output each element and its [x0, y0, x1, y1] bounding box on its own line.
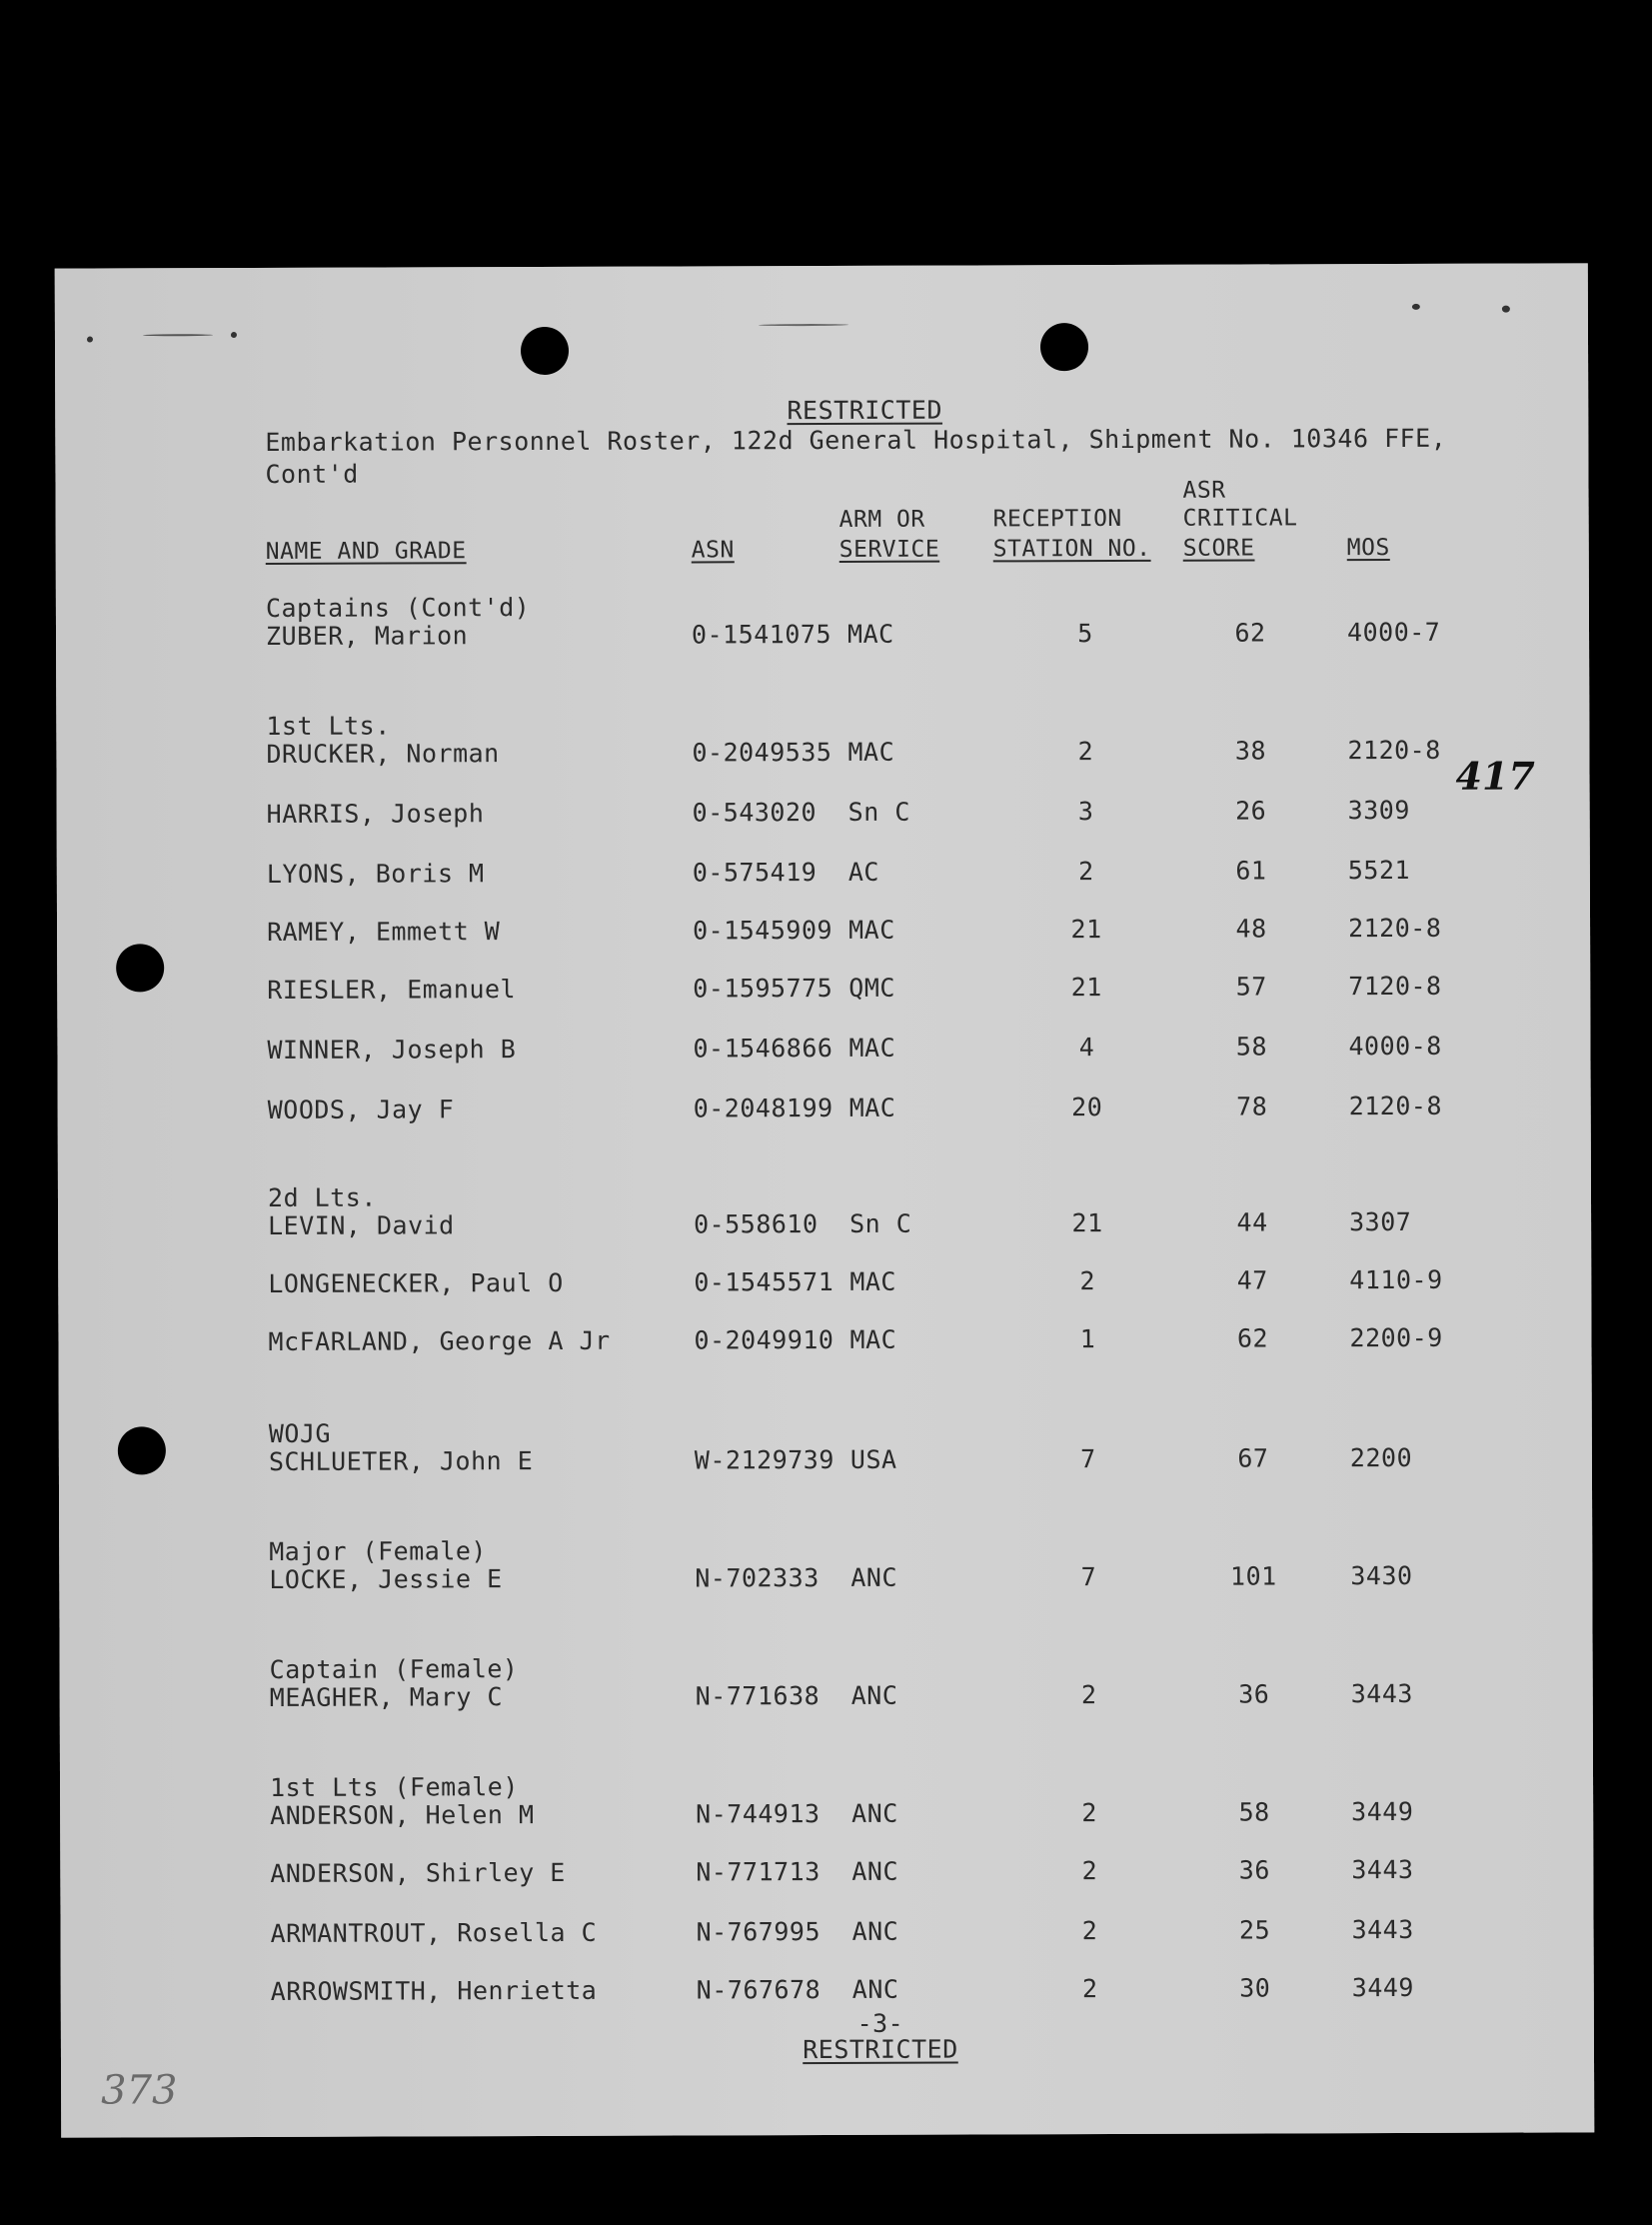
classification-bottom: RESTRICTED [803, 2034, 958, 2065]
roster-score: 30 [1239, 1973, 1271, 2003]
roster-station: 5 [1077, 619, 1093, 649]
grade-heading: Major (Female) [269, 1536, 487, 1566]
roster-station: 21 [1070, 915, 1102, 945]
roster-asn: 0-543020 [692, 798, 818, 828]
roster-arm: ANC [850, 1680, 898, 1710]
roster-score: 61 [1235, 856, 1267, 886]
handwritten-page-number: 373 [101, 2067, 178, 2114]
roster-arm: MAC [849, 1324, 897, 1354]
roster-station: 4 [1078, 1033, 1095, 1063]
column-header-asr: CRITICAL [1182, 505, 1298, 532]
paper-speck [231, 332, 237, 338]
roster-score: 67 [1237, 1443, 1269, 1473]
roster-name: LEVIN, David [268, 1210, 455, 1240]
roster-asn: 0-2049535 [692, 737, 832, 768]
roster-asn: 0-558610 [694, 1209, 819, 1239]
roster-asn: 0-2048199 [693, 1093, 833, 1123]
roster-asn: W-2129739 [694, 1444, 834, 1475]
roster-name: ANDERSON, Helen M [270, 1800, 535, 1830]
column-header-asr: SCORE [1182, 535, 1255, 562]
roster-arm: ANC [851, 1916, 899, 1946]
roster-mos: 2120-8 [1347, 735, 1441, 766]
column-header-asn: ASN [691, 537, 735, 564]
roster-station: 2 [1079, 1266, 1096, 1296]
roster-asn: N-767995 [696, 1917, 822, 1947]
roster-mos: 4000-7 [1346, 617, 1441, 648]
roster-score: 48 [1235, 914, 1267, 944]
punch-hole-side-upper [116, 944, 164, 992]
roster-score: 36 [1238, 1855, 1270, 1885]
roster-arm: MAC [846, 619, 894, 649]
roster-name: ANDERSON, Shirley E [270, 1857, 566, 1888]
roster-asn: 0-1546866 [693, 1033, 833, 1064]
roster-score: 57 [1235, 972, 1267, 1002]
grade-heading: 2d Lts. [267, 1182, 377, 1212]
roster-station: 21 [1070, 973, 1102, 1003]
roster-name: DRUCKER, Norman [266, 739, 500, 769]
roster-station: 1 [1079, 1324, 1096, 1354]
roster-arm: ANC [850, 1562, 898, 1592]
roster-mos: 2120-8 [1348, 1091, 1443, 1121]
roster-asn: 0-575419 [692, 858, 818, 888]
roster-arm: Sn C [847, 797, 910, 827]
roster-score: 36 [1238, 1679, 1270, 1709]
punch-hole-top-left [521, 327, 569, 375]
punch-hole-side-lower [118, 1426, 166, 1474]
roster-arm: MAC [848, 915, 895, 945]
column-header-reception: RECEPTION [992, 505, 1122, 533]
roster-mos: 3309 [1347, 795, 1410, 826]
roster-asn: N-771638 [695, 1681, 821, 1711]
roster-arm: MAC [847, 737, 895, 767]
roster-asn: N-771713 [696, 1857, 821, 1887]
roster-score: 101 [1229, 1561, 1277, 1591]
grade-heading: Captains (Cont'd) [265, 593, 531, 623]
roster-mos: 2200-9 [1349, 1322, 1443, 1353]
roster-arm: Sn C [849, 1208, 912, 1238]
roster-station: 7 [1080, 1562, 1097, 1592]
document-title: Embarkation Personnel Roster, 122d General Hospital, Shipment No. 10346 FFE, [265, 423, 1447, 457]
roster-name: RIESLER, Emanuel [267, 975, 517, 1005]
roster-name: WINNER, Joseph B [267, 1035, 517, 1065]
roster-name: MEAGHER, Mary C [269, 1682, 504, 1712]
roster-mos: 7120-8 [1348, 971, 1442, 1002]
paper-speck [759, 324, 848, 326]
grade-heading: 1st Lts. [266, 711, 391, 741]
roster-arm: MAC [848, 1033, 896, 1063]
classification-top: RESTRICTED [787, 395, 943, 426]
page-number: -3- [856, 2008, 904, 2038]
grade-heading: WOJG [268, 1418, 332, 1448]
roster-station: 3 [1077, 797, 1094, 827]
grade-heading: 1st Lts (Female) [269, 1772, 519, 1802]
roster-arm: USA [849, 1444, 897, 1474]
roster-name: HARRIS, Joseph [266, 799, 485, 829]
column-header-mos: MOS [1346, 535, 1390, 562]
roster-name: ARROWSMITH, Henrietta [270, 1975, 598, 2006]
document-title-cont: Cont'd [265, 459, 359, 489]
grade-heading: Captain (Female) [269, 1654, 519, 1684]
roster-arm: AC [847, 857, 880, 887]
column-header-name: NAME AND GRADE [265, 538, 467, 565]
roster-score: 62 [1234, 618, 1266, 648]
roster-arm: ANC [851, 1974, 899, 2004]
roster-arm: ANC [851, 1856, 899, 1886]
roster-mos: 3449 [1351, 1972, 1415, 2003]
roster-score: 58 [1235, 1032, 1268, 1062]
roster-station: 2 [1080, 1680, 1097, 1710]
punch-hole-top-right [1040, 323, 1088, 371]
roster-station: 2 [1081, 1856, 1098, 1886]
column-header-arm: ARM OR [838, 506, 925, 533]
roster-station: 2 [1081, 1974, 1098, 2004]
roster-asn: 0-1541075 [691, 619, 832, 650]
roster-mos: 2200 [1349, 1442, 1413, 1473]
document-page [55, 263, 1595, 2137]
roster-station: 7 [1080, 1444, 1096, 1474]
roster-mos: 3449 [1351, 1796, 1414, 1827]
roster-asn: 0-1545571 [694, 1266, 834, 1297]
roster-arm: ANC [851, 1798, 898, 1828]
roster-asn: 0-2049910 [694, 1324, 834, 1355]
roster-mos: 4110-9 [1349, 1264, 1443, 1295]
roster-mos: 3430 [1350, 1560, 1413, 1591]
roster-name: ZUBER, Marion [265, 621, 469, 651]
roster-name: LONGENECKER, Paul O [268, 1267, 564, 1298]
roster-score: 78 [1236, 1092, 1268, 1121]
column-header-asr: ASR [1182, 477, 1226, 504]
roster-name: WOODS, Jay F [267, 1095, 455, 1124]
roster-mos: 5521 [1347, 855, 1411, 886]
roster-station: 2 [1081, 1916, 1098, 1946]
roster-mos: 3443 [1351, 1914, 1414, 1945]
column-header-arm: SERVICE [838, 536, 940, 563]
paper-speck [87, 337, 93, 343]
roster-asn: N-767678 [696, 1975, 822, 2005]
roster-asn: 0-1595775 [693, 973, 833, 1004]
roster-station: 2 [1077, 737, 1094, 767]
roster-station: 2 [1078, 857, 1094, 887]
roster-name: LOCKE, Jessie E [269, 1564, 503, 1594]
roster-arm: QMC [848, 973, 895, 1003]
roster-asn: N-702333 [695, 1563, 820, 1593]
roster-station: 2 [1081, 1798, 1097, 1828]
roster-asn: N-744913 [696, 1799, 821, 1829]
roster-name: ARMANTROUT, Rosella C [270, 1917, 598, 1948]
roster-score: 25 [1238, 1915, 1271, 1945]
roster-score: 38 [1234, 736, 1267, 766]
roster-name: SCHLUETER, John E [268, 1446, 534, 1476]
roster-score: 62 [1236, 1323, 1269, 1353]
column-header-reception: STATION NO. [992, 535, 1151, 563]
roster-arm: MAC [848, 1093, 896, 1122]
roster-name: McFARLAND, George A Jr [268, 1325, 611, 1356]
paper-speck [143, 334, 213, 336]
stamped-page-number: 417 [1455, 753, 1535, 799]
roster-mos: 4000-8 [1348, 1031, 1442, 1062]
paper-speck [1412, 304, 1420, 310]
roster-arm: MAC [849, 1266, 896, 1296]
roster-name: LYONS, Boris M [266, 859, 485, 889]
roster-score: 58 [1238, 1797, 1270, 1827]
roster-score: 44 [1236, 1207, 1268, 1237]
roster-mos: 3443 [1351, 1854, 1414, 1885]
roster-asn: 0-1545909 [693, 915, 833, 946]
roster-mos: 3307 [1349, 1206, 1412, 1237]
roster-mos: 2120-8 [1348, 913, 1442, 944]
roster-station: 21 [1071, 1208, 1103, 1238]
roster-score: 47 [1236, 1265, 1268, 1295]
roster-score: 26 [1235, 796, 1267, 826]
roster-name: RAMEY, Emmett W [267, 917, 501, 947]
roster-mos: 3443 [1350, 1678, 1413, 1709]
paper-speck [1502, 306, 1510, 313]
roster-station: 20 [1071, 1093, 1103, 1122]
